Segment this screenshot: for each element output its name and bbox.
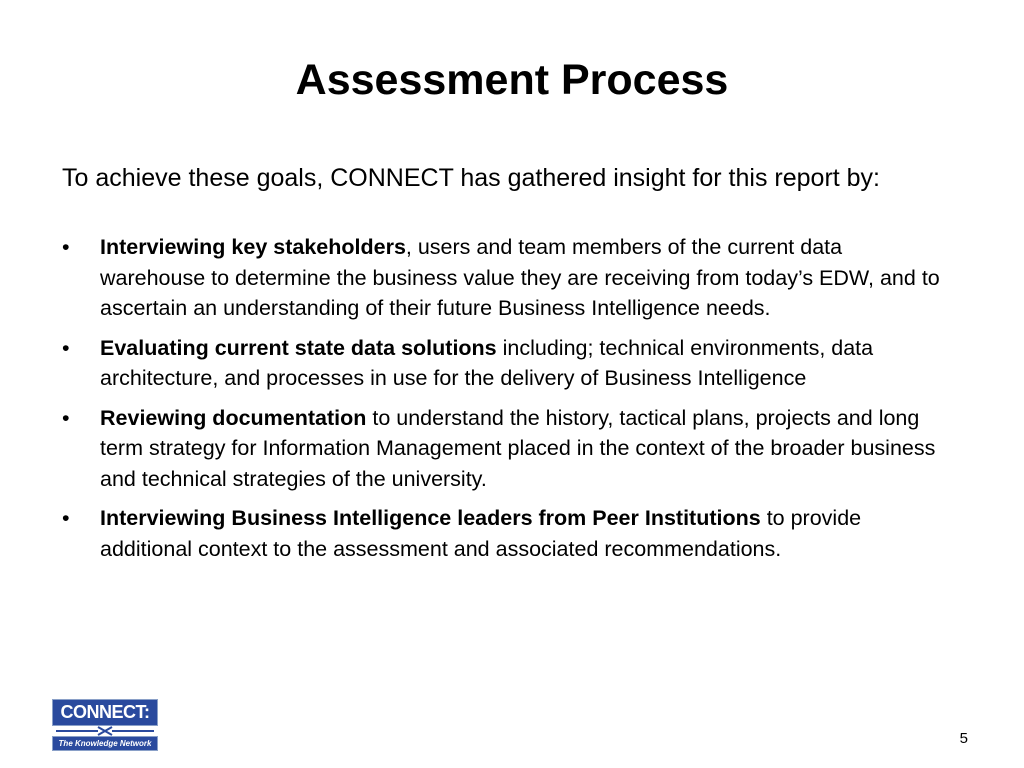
bullet-text: including; technical environments, data architecture, and processes in use for the delivery of Business Intelligence xyxy=(100,335,874,390)
bullet-lead: Interviewing key stakeholders xyxy=(100,235,406,259)
bullet-lead: Interviewing Business Intelligence leaders from Peer Institutions xyxy=(100,506,761,530)
logo-name: CONNECT: xyxy=(52,699,158,726)
logo-tagline: The Knowledge Network xyxy=(52,736,158,751)
bullet-lead: Reviewing documentation xyxy=(100,405,367,430)
intro-text: To achieve these goals, CONNECT has gathered insight for this report by: xyxy=(62,164,881,192)
bullet-item-evaluating-solutions xyxy=(62,333,942,394)
bullet-icon: • xyxy=(62,335,70,360)
bullet-item-interviewing-stakeholders xyxy=(62,232,942,324)
bullet-text: , users and team members of the current data warehouse to determine the business value they are receiving from today’s EDW, and to ascertain an understanding of their future Business Intelligence needs. xyxy=(100,235,940,320)
logo-connector-icon xyxy=(52,726,158,736)
bullet-icon: • xyxy=(62,405,70,430)
bullet-text: to understand the history, tactical plans, projects and long term strategy for Information Management placed in the context of the broader business and technical strategies of the university. xyxy=(100,405,936,491)
bullet-lead: Evaluating current state data solutions xyxy=(100,335,497,360)
bullet-text: to provide additional context to the assessment and associated recommendations. xyxy=(100,506,862,561)
page-number: 5 xyxy=(959,730,968,747)
slide-title: Assessment Process xyxy=(295,56,729,104)
bullet-list xyxy=(62,232,942,573)
bullet-icon: • xyxy=(62,235,70,259)
connect-logo xyxy=(52,699,158,751)
bullet-icon: • xyxy=(62,506,70,530)
bullet-item-reviewing-documentation xyxy=(62,403,942,495)
bullet-item-peer-institutions xyxy=(62,503,942,564)
